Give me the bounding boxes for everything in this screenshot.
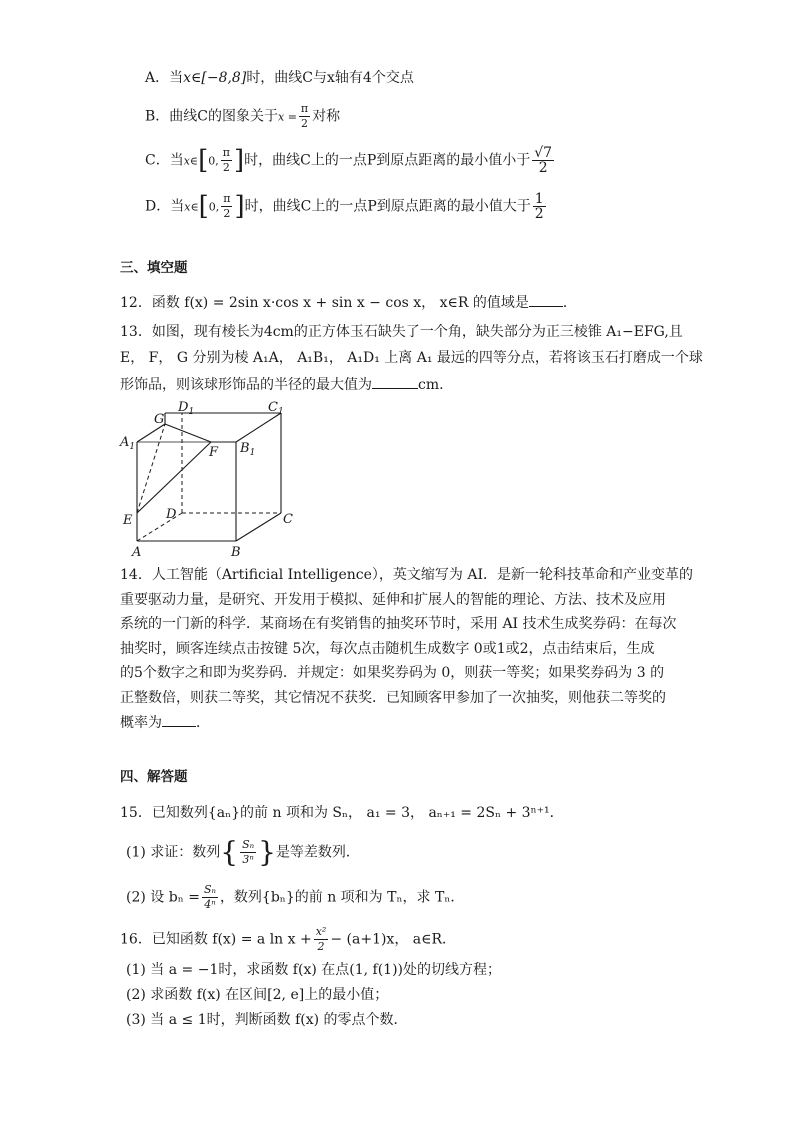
question-16-part-1: (1) 当 a = −1时，求函数 f(x) 在点(1, f(1))处的切线方程； xyxy=(126,962,501,978)
option-d-text: 时，曲线C上的一点P到原点距离的最小值大于 xyxy=(244,198,531,215)
option-d-interval-fraction: $\frac{\pi}{2}$ xyxy=(223,192,231,220)
label-g: G xyxy=(154,412,165,427)
answer-blank-13[interactable] xyxy=(372,374,418,389)
option-b-text: 对称 xyxy=(312,108,341,125)
edge-cb xyxy=(236,513,281,541)
answer-blank-12[interactable] xyxy=(529,292,563,307)
q16-stem-fraction: $\frac{\text{x²}}{2}$ xyxy=(315,925,327,953)
q15-part2-fraction: $\frac{\text{Sₙ}}{\text{4ⁿ}}$ xyxy=(203,883,216,911)
label-a1: $A_1$ xyxy=(120,435,136,452)
question-14-line-3: 系统的一门新的科学．某商场在有奖销售的抽奖环节时，采用 AI 技术生成奖券码：在每次 xyxy=(120,616,677,632)
option-c: C．当x∈[0, $\frac{\pi}{2}$ ]时，曲线C上的一点P到原点距离的最小值小于 $\frac{√7}{2}$ xyxy=(145,145,553,176)
option-b-fraction: $\frac{\pi}{2}$ xyxy=(300,102,309,130)
section-title-fill-in: 三、填空题 xyxy=(120,260,188,276)
label-c1: $C_1$ xyxy=(268,400,284,417)
option-a-text: 时，曲线C与x轴有4个交点 xyxy=(246,70,414,86)
question-15-part-1: (1) 求证：数列{ $\frac{\text{Sₙ}}{\text{3ⁿ}}$ }是等差数列． xyxy=(126,835,360,869)
option-c-prefix: C．当 xyxy=(145,152,184,169)
question-14-line-1: 14．人工智能（Artificial Intelligence），英文缩写为 AI．是新一轮科技革命和产业变革的 xyxy=(120,567,694,583)
label-b1: $B_1$ xyxy=(240,441,256,458)
question-14-line-6: 正整数倍，则获二等奖，其它情况不获奖．已知顾客甲参加了一次抽奖，则他获二等奖的 xyxy=(120,690,666,706)
question-14-line-2: 重要驱动力量，是研究、开发用于模拟、延伸和扩展人的智能的理论、方法、技术及应用 xyxy=(120,592,666,608)
option-d-value: $\frac{1}{2}$ xyxy=(534,191,544,222)
question-16-part-3: (3) 当 a ≤ 1时，判断函数 f(x) 的零点个数． xyxy=(126,1012,408,1028)
label-b: B xyxy=(231,545,241,560)
edge-gf xyxy=(165,424,211,442)
question-15-part-2: (2) 设 bₙ = $\frac{\text{Sₙ}}{\text{4ⁿ}}$ ，数列{bₙ}的前 n 项和为 Tₙ，求 Tₙ． xyxy=(126,883,465,911)
cube-figure xyxy=(118,396,308,562)
option-b-equation: x = xyxy=(278,110,297,124)
label-d: D xyxy=(166,507,177,522)
label-d1: $D_1$ xyxy=(178,400,195,417)
option-b-prefix: B．曲线C的图象关于 xyxy=(145,108,278,125)
question-14-line-7: 概率为 ． xyxy=(120,712,210,733)
option-d: D．当x∈[0, $\frac{\pi}{2}$ ]时，曲线C上的一点P到原点距离的最小值大于 $\frac{1}{2}$ xyxy=(145,191,544,222)
option-a-condition: x∈[−8,8] xyxy=(183,70,247,86)
label-a: A xyxy=(132,545,142,560)
edge-c1b1 xyxy=(236,413,281,442)
question-16-stem: 16．已知函数 f(x) = a ln x + $\frac{\text{x²}}{2}$ − (a+1)x， a∈R． xyxy=(120,925,457,953)
answer-blank-14[interactable] xyxy=(162,712,196,727)
question-14-line-4: 抽奖时，顾客连续点击按键 5次，每次点击随机生成数字 0或1或2，点击结束后，生成 xyxy=(120,641,655,657)
question-12: 12．函数 f(x) = 2sin x·cos x + sin x − cos x， x∈R 的值域是 ． xyxy=(120,292,577,313)
question-13-line-1: 13．如图，现有棱长为4cm的正方体玉石缺失了一个角，缺失部分为正三棱锥 A₁−EFG,且 xyxy=(120,324,683,340)
label-f: F xyxy=(209,445,219,460)
option-d-prefix: D．当 xyxy=(145,198,185,215)
question-16-part-2: (2) 求函数 f(x) 在区间[2, e]上的最小值； xyxy=(126,987,389,1003)
label-c: C xyxy=(283,512,293,527)
section-title-solutions: 四、解答题 xyxy=(120,769,188,785)
option-c-text: 时，曲线C上的一点P到原点距离的最小值小于 xyxy=(244,152,531,169)
option-c-value: $\frac{√7}{2}$ xyxy=(534,145,553,176)
option-b xyxy=(145,102,340,131)
question-14-line-5: 的5个数字之和即为奖券码．并规定：如果奖券码为 0，则获一等奖；如果奖券码为 3 的 xyxy=(120,665,665,681)
option-c-interval-fraction: $\frac{\pi}{2}$ xyxy=(222,146,230,174)
question-12-text: 12．函数 f(x) = 2sin x·cos x + sin x − cos x， x∈R 的值域是 xyxy=(120,295,529,311)
question-13-line-2: E， F， G 分别为棱 A₁A， A₁B₁， A₁D₁ 上离 A₁ 最远的四等分点，若将该玉石打磨成一个球 xyxy=(120,350,703,366)
question-13-line-3: 形饰品，则该球形饰品的半径的最大值为 cm. xyxy=(120,374,444,395)
label-e: E xyxy=(123,513,133,528)
q15-part1-fraction: $\frac{\text{Sₙ}}{\text{3ⁿ}}$ xyxy=(242,838,255,866)
question-15-stem: 15．已知数列{aₙ}的前 n 项和为 Sₙ， a₁ = 3， aₙ₊₁ = 2Sₙ + 3ⁿ⁺¹． xyxy=(120,805,564,821)
option-a-prefix: A．当 xyxy=(145,70,184,86)
option-a xyxy=(145,68,414,88)
